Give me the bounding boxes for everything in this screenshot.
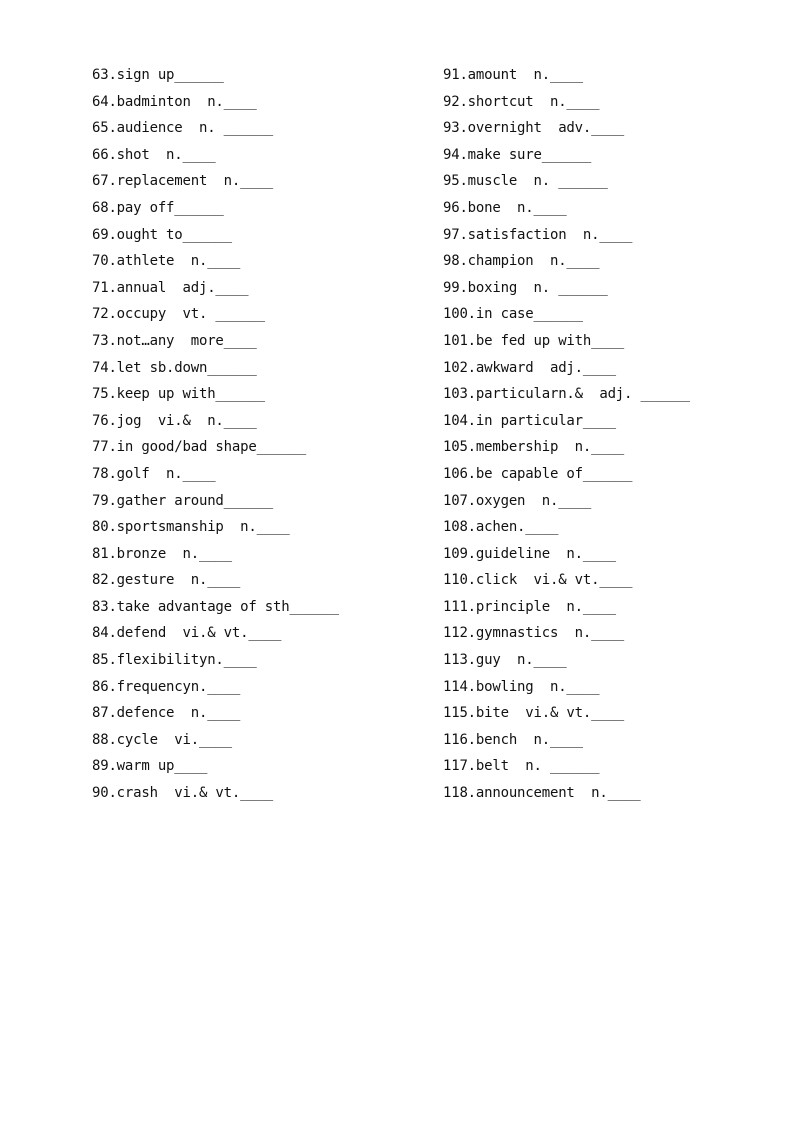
vocab-item: 63.sign up______ xyxy=(92,67,224,83)
vocab-item: 68.pay off______ xyxy=(92,199,224,216)
vocab-item: 76.jog vi.& n.____ xyxy=(92,412,257,429)
right-column xyxy=(443,62,783,807)
vocab-item: 73.not…any more____ xyxy=(92,332,257,349)
vocab-item: 90.crash vi.& vt.____ xyxy=(92,785,274,802)
vocab-item: 99.boxing n. ______ xyxy=(443,279,608,296)
vocab-item: 89.warm up____ xyxy=(92,758,208,775)
vocab-item: 115.bite vi.& vt.____ xyxy=(443,705,625,722)
vocab-item: 72.occupy vt. ______ xyxy=(92,306,265,323)
vocab-item: 75.keep up with______ xyxy=(92,386,265,403)
vocab-item: 84.defend vi.& vt.____ xyxy=(92,625,282,642)
vocab-item: 107.oxygen n.____ xyxy=(443,492,592,509)
vocab-item: 86.frequencyn.____ xyxy=(92,678,241,695)
vocab-item: 66.shot n.____ xyxy=(92,146,216,163)
vocab-item: 91.amount n.____ xyxy=(443,67,583,83)
vocab-item: 109.guideline n.____ xyxy=(443,545,616,562)
vocab-item: 74.let sb.down______ xyxy=(92,359,257,376)
vocab-item: 81.bronze n.____ xyxy=(92,545,232,562)
vocab-item: 70.athlete n.____ xyxy=(92,253,241,270)
vocab-item: 103.particularn.& adj. ______ xyxy=(443,386,690,403)
vocab-item: 118.announcement n.____ xyxy=(443,785,641,802)
vocab-item: 104.in particular____ xyxy=(443,412,616,429)
vocab-item: 102.awkward adj.____ xyxy=(443,359,616,376)
vocab-item: 95.muscle n. ______ xyxy=(443,173,608,190)
vocab-item: 105.membership n.____ xyxy=(443,439,625,456)
vocab-item: 79.gather around______ xyxy=(92,492,274,509)
vocab-item: 97.satisfaction n.____ xyxy=(443,226,633,243)
vocab-item: 101.be fed up with____ xyxy=(443,332,625,349)
vocab-item: 88.cycle vi.____ xyxy=(92,731,232,748)
vocab-item: 71.annual adj.____ xyxy=(92,279,249,296)
vocab-item: 82.gesture n.____ xyxy=(92,572,241,589)
vocab-item: 100.in case______ xyxy=(443,306,583,323)
vocab-item: 117.belt n. ______ xyxy=(443,758,600,775)
vocab-item: 114.bowling n.____ xyxy=(443,678,600,695)
vocab-item: 111.principle n.____ xyxy=(443,598,616,615)
vocab-item: 116.bench n.____ xyxy=(443,731,583,748)
vocab-item: 65.audience n. ______ xyxy=(92,120,274,137)
vocab-item: 69.ought to______ xyxy=(92,226,232,243)
vocab-item: 77.in good/bad shape______ xyxy=(92,439,306,456)
vocab-item: 108.achen.____ xyxy=(443,519,559,536)
vocab-item: 93.overnight adv.____ xyxy=(443,120,625,137)
vocab-item: 96.bone n.____ xyxy=(443,199,567,216)
vocab-item: 106.be capable of______ xyxy=(443,465,633,482)
vocab-item: 92.shortcut n.____ xyxy=(443,93,600,110)
vocab-item: 64.badminton n.____ xyxy=(92,93,257,110)
vocab-item: 80.sportsmanship n.____ xyxy=(92,519,290,536)
vocab-item: 94.make sure______ xyxy=(443,146,592,163)
vocab-item: 113.guy n.____ xyxy=(443,652,567,669)
left-column xyxy=(92,62,432,807)
vocab-item: 85.flexibilityn.____ xyxy=(92,652,257,669)
vocab-item: 110.click vi.& vt.____ xyxy=(443,572,633,589)
vocab-item: 87.defence n.____ xyxy=(92,705,241,722)
vocab-item: 98.champion n.____ xyxy=(443,253,600,270)
vocab-item: 67.replacement n.____ xyxy=(92,173,274,190)
vocab-item: 83.take advantage of sth______ xyxy=(92,598,339,615)
vocab-item: 112.gymnastics n.____ xyxy=(443,625,625,642)
vocab-item: 78.golf n.____ xyxy=(92,465,216,482)
